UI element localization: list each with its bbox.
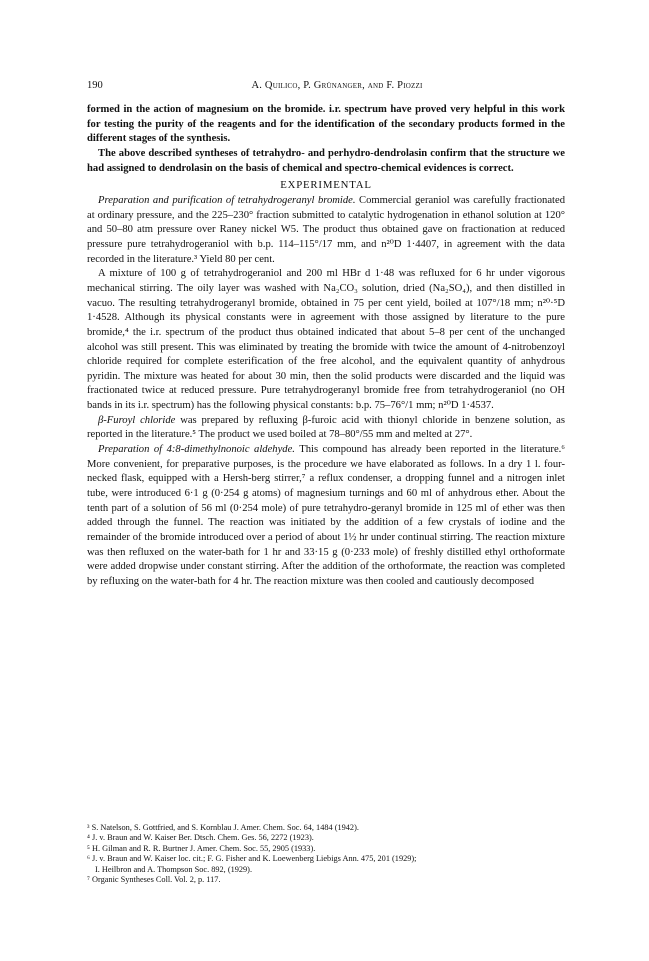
footnote-mark: ⁵	[87, 843, 90, 853]
footnote-text: S. Natelson, S. Gottfried, and S. Kornblau J. Amer. Chem. Soc. 64, 1484 (1942).	[91, 823, 359, 832]
paragraph-text: This compound has already been reported in the literature.⁶ More convenient, for preparative purposes, is the procedure we have elaborated as follows. In a dry 1 l. four-necked flask, equipped with a Hersh-berg stirrer,⁷ a reflux condenser, a dropping funnel and a nitrogen inlet tube, were introduced 6·1 g (0·254 g atoms) of magnesium turnings and 60 ml of anhydrous ether. About the tenth part of a solution of 56 ml (0·254 mole) of pure tetrahydro-geranyl bromide in 125 ml of ether was then added through the funnel. The reaction was initiated by the addition of a few crystals of iodine and the remainder of the bromide introduced over a period of about 1½ hr under continual stirring. The reaction mixture was then refluxed on the water-bath for 1 hr and 33·15 g (0·233 mole) of freshly distilled ethyl orthoformate were added dropwise under constant stirring. After the addition of the orthoformate, the reaction was completed by refluxing on the water-bath for 4 hr. The reaction mixture was then cooled and cautiously decomposed	[87, 444, 565, 587]
section-title-experimental: EXPERIMENTAL	[280, 179, 372, 192]
footnote	[87, 823, 565, 833]
paragraph-furoyl-chloride	[87, 414, 565, 443]
run-in-heading: β-Furoyl chloride	[98, 414, 176, 426]
run-in-heading: Preparation and purification of tetrahydrogeranyl bromide.	[98, 194, 356, 206]
footnote-text: J. v. Braun and W. Kaiser loc. cit.; F. G. Fisher and K. Loewenberg Liebigs Ann. 475, 201 (1929);	[91, 854, 417, 864]
footnote	[87, 833, 565, 843]
page-header	[87, 80, 567, 94]
footnote	[87, 854, 565, 875]
paragraph-bromide-purification: A mixture of 100 g of tetrahydrogeraniol and 200 ml HBr d 1·48 was refluxed for 6 hr under vigorous mechanical stirring. The oily layer was washed with Na₂CO₃ solution, dried (Na₂SO₄), and then distilled in vacuo. The resulting tetrahydrogeranyl bromide, obtained in 75 per cent yield, boiled at 107°/18 mm; n²⁰·⁵D 1·4528. Although its physical constants were in agreement with those assigned by literature to the pure bromide,⁴ the i.r. spectrum of the product thus obtained indicated that about 5–8 per cent of the unchanged alcohol was still present. This was eliminated by treating the bromide with twice the amount of 4-nitrobenzoyl chloride required for complete esterification of the free alcohol, and the equivalent quantity of anhydrous pyridin. The mixture was heated for about 30 min, then the solid products were discarded and the liquid was fractionated twice at reduced pressure. Pure tetrahydrogeranyl bromide free from tetrahydrogeraniol (no OH bands in its i.r. spectrum) has the following physical constants: b.p. 75–76°/1 mm; n²⁰D 1·4537.	[87, 268, 565, 412]
paragraph-text: Commercial geraniol was carefully fractionated at ordinary pressure, and the 225–230° fraction submitted to catalytic hydrogenation in ethanol solution at 120° and 50–80 atm pressure over Raney nickel W5. The product thus obtained gave on fractionation at reduced pressure pure tetrahydrogeraniol with b.p. 114–115°/17 mm, and n²⁰D 1·4407, in agreement with the data recorded in the literature.³ Yield 80 per cent.	[87, 194, 565, 265]
footnote-mark: ⁷	[87, 875, 90, 885]
footnote-mark: ³	[87, 823, 90, 832]
run-in-heading: Preparation of 4:8-dimethylnonoic aldehyde.	[98, 444, 295, 456]
footnote-mark: ⁶	[87, 854, 90, 864]
page-number: 190	[87, 80, 103, 91]
paragraph-intro: formed in the action of magnesium on the bromide. i.r. spectrum have proved very helpful in this work for testing the purity of the reagents and for the identification of the secondary products formed in the different stages of the synthesis.	[87, 104, 565, 145]
footnote	[87, 875, 565, 885]
paragraph-aldehyde-preparation	[87, 443, 565, 590]
article-body	[87, 103, 565, 590]
running-head: A. Quilico, P. Grünanger, and F. Piozzi	[251, 80, 423, 91]
paragraph-conclusion: The above described syntheses of tetrahydro- and perhydro-dendrolasin confirm that the structure we had assigned to dendrolasin on the basis of chemical and spectro-chemical evidences is correct.	[87, 147, 565, 174]
footnote	[87, 844, 565, 854]
footnote-mark: ⁴	[87, 833, 90, 843]
footnote-continuation: I. Heilbron and A. Thompson Soc. 892, (1929).	[95, 864, 253, 874]
footnote-text: H. Gilman and R. R. Burtner J. Amer. Chem. Soc. 55, 2905 (1933).	[91, 843, 316, 853]
footnote-text: J. v. Braun and W. Kaiser Ber. Dtsch. Chem. Ges. 56, 2272 (1923).	[91, 833, 314, 843]
paragraph-text: was prepared by refluxing β-furoic acid with thionyl chloride in benzene solution, as reported in the literature.⁵ The product we used boiled at 78–80°/55 mm and melted at 27°.	[87, 414, 565, 441]
footnote-text: Organic Syntheses Coll. Vol. 2, p. 117.	[91, 875, 221, 885]
footnotes	[87, 823, 565, 885]
paragraph-bromide-preparation	[87, 194, 565, 267]
